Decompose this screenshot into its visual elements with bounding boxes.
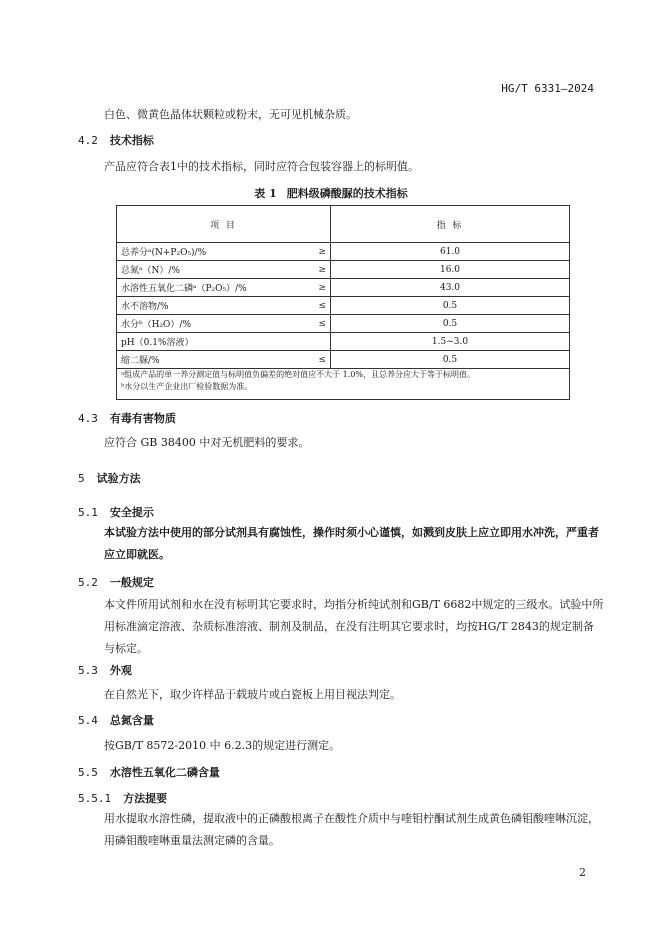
section-number: 5.4 [78, 714, 98, 727]
section-5-1-text: 本试验方法中使用的部分试剂具有腐蚀性，操作时须小心谨慎，如溅到皮肤上应立即用水冲洗，严重者应立即就医。 [104, 526, 599, 561]
column-header-item: 项 目 [117, 206, 331, 243]
section-number: 4.3 [78, 412, 98, 425]
row-comparator: ≥ [304, 243, 331, 261]
row-value: 1.5~3.0 [331, 333, 570, 351]
section-title: 一般规定 [109, 576, 154, 589]
section-title: 总氮含量 [109, 714, 154, 727]
section-title: 方法提要 [123, 792, 168, 805]
row-value: 0.5 [331, 297, 570, 315]
row-item: pH（0.1%溶液） [117, 333, 305, 351]
table-row [117, 261, 570, 279]
section-5-3-heading [78, 662, 132, 678]
table-note-b: ᵇ水分以生产企业出厂检验数据为准。 [121, 382, 253, 391]
section-5-5-1-heading [78, 790, 167, 806]
table-notes-row [117, 369, 570, 400]
section-5-2-text: 本文件所用试剂和水在没有标明其它要求时，均指分析纯试剂和GB/T 6682中规定的三级水。试验中所用标准滴定溶液、杂质标准溶液、制剂及制品，在没有注明其它要求时，均按HG/T 2843的规定制备与标定。 [104, 598, 604, 655]
section-5-5-1-text: 用水提取水溶性磷，提取液中的正磷酸根离子在酸性介质中与喹钼柠酮试剂生成黄色磷钼酸喹啉沉淀，用磷钼酸喹啉重量法测定磷的含量。 [104, 812, 599, 847]
section-5-3-text: 在自然光下，取少许样品于载玻片或白瓷板上用目视法判定。 [104, 688, 401, 701]
table-header-row [117, 206, 570, 243]
section-number: 5.3 [78, 664, 98, 677]
section-4-3-heading [78, 410, 176, 426]
column-header-value: 指 标 [331, 206, 570, 243]
section-number: 5 [78, 472, 85, 485]
row-item: 总氮ᵃ（N）/% [117, 261, 305, 279]
page-number: 2 [579, 866, 586, 879]
row-item: 水分ᵇ（H₂O）/% [117, 315, 305, 333]
section-title: 水溶性五氧化二磷含量 [109, 766, 220, 779]
section-5-1-heading [78, 504, 154, 520]
section-number: 4.2 [78, 134, 98, 147]
row-value: 0.5 [331, 351, 570, 369]
section-title: 试验方法 [96, 472, 141, 485]
row-item: 总养分ᵃ(N+P₂O₅)/% [117, 243, 305, 261]
section-title: 外观 [109, 664, 132, 677]
row-comparator: ≥ [304, 279, 331, 297]
section-4-2-text: 产品应符合表1中的技术指标，同时应符合包装容器上的标明值。 [104, 160, 419, 173]
row-item: 水不溶物/% [117, 297, 305, 315]
section-5-4-text: 按GB/T 8572-2010 中 6.2.3的规定进行测定。 [104, 739, 341, 752]
row-comparator: ≥ [304, 261, 331, 279]
section-title: 安全提示 [109, 506, 154, 519]
section-title: 有毒有害物质 [109, 412, 176, 425]
table-note-a: ᵃ组成产品的单一养分测定值与标明值负偏差的绝对值应不大于 1.0%，且总养分应大于等于标明值。 [121, 370, 475, 379]
table-row [117, 333, 570, 351]
row-value: 0.5 [331, 315, 570, 333]
table-caption [0, 185, 662, 201]
table-row [117, 297, 570, 315]
table-title: 肥料级磷酸脲的技术指标 [286, 187, 408, 200]
row-value: 61.0 [331, 243, 570, 261]
table-row [117, 279, 570, 297]
section-number: 5.2 [78, 576, 98, 589]
table-row [117, 351, 570, 369]
row-comparator: ≤ [304, 351, 331, 369]
standard-number: HG/T 6331—2024 [501, 82, 594, 95]
appearance-requirement: 白色、微黄色晶体状颗粒或粉末，无可见机械杂质。 [104, 108, 357, 121]
technical-index-table [116, 205, 570, 400]
section-4-2-heading [78, 132, 154, 148]
section-5-heading [78, 470, 141, 486]
row-comparator: ≤ [304, 315, 331, 333]
section-5-2-heading [78, 574, 154, 590]
row-value: 43.0 [331, 279, 570, 297]
row-item: 水溶性五氧化二磷ᵃ（P₂O₅）/% [117, 279, 305, 297]
section-number: 5.5.1 [78, 792, 112, 805]
row-item: 缩二脲/% [117, 351, 305, 369]
section-5-4-heading [78, 712, 154, 728]
section-number: 5.5 [78, 766, 98, 779]
table-row [117, 243, 570, 261]
row-value: 16.0 [331, 261, 570, 279]
table-notes [117, 369, 570, 400]
section-title: 技术指标 [109, 134, 154, 147]
table-number: 表 1 [254, 187, 277, 200]
section-5-5-heading [78, 764, 220, 780]
row-comparator: ≤ [304, 297, 331, 315]
table-row [117, 315, 570, 333]
section-number: 5.1 [78, 506, 98, 519]
row-comparator [304, 333, 331, 351]
section-4-3-text: 应符合 GB 38400 中对无机肥料的要求。 [104, 436, 310, 449]
